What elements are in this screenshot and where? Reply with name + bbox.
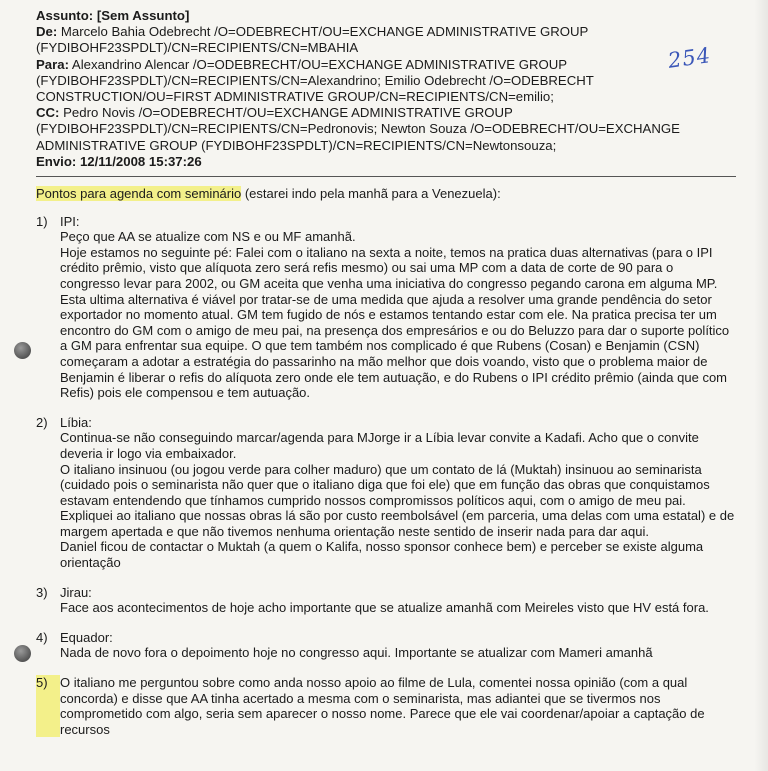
email-header — [36, 8, 736, 170]
cc-line-1 — [36, 105, 736, 121]
to-line-3: CONSTRUCTION/OU=FIRST ADMINISTRATIVE GROUP/CN=RECIPIENTS/CN=emilio; — [36, 89, 554, 105]
subject-label: Assunto: — [36, 8, 94, 23]
item-number: 5) — [36, 675, 60, 737]
agenda-item-libia — [36, 415, 736, 571]
to-value-1: Alexandrino Alencar /O=ODEBRECHT/OU=EXCHANGE ADMINISTRATIVE GROUP — [69, 56, 568, 72]
cc-label: CC: — [36, 105, 60, 121]
intro-line — [36, 186, 736, 202]
binder-hole — [14, 645, 31, 662]
item-title: Jirau: — [60, 584, 92, 600]
item-paragraph: O italiano insinuou (ou jogou verde para colher maduro) que um contato de lá (Muktah) insinuou ao seminarista (cuidado pois o seminarista não quer que o italiano diga que foi ele) que em função das obras que conquistamos estavam entendendo que tínhamos cumprido nossos compromissos políticos aqui, com o amigo de meu pai. Expliquei ao italiano que nossas obras lá são por custo reembolsável (em parceria, uma delas com uma estatal) e de margem apertada e que não tivemos nenhuma orientação neste sentido de inserir nada para dar aqui. — [60, 461, 735, 539]
handwritten-page-number: 254 — [666, 43, 713, 73]
item-paragraph: Peço que AA se atualize com NS e ou MF amanhã. — [60, 229, 356, 245]
item-paragraph: Face aos acontecimentos de hoje acho importante que se atualize amanhã com Meireles visto que HV está fora. — [60, 600, 709, 616]
email-body — [36, 186, 736, 751]
header-divider — [36, 176, 736, 177]
item-paragraph: Nada de novo fora o depoimento hoje no congresso aqui. Importante se atualizar com Mameri amanhã — [60, 645, 653, 661]
item-text: O italiano me perguntou sobre como anda nosso apoio ao filme de Lula, comentei nossa opinião (com a qual concorda) e disse que AA tinha acertado a mesma com o seminarista, mas adiantei que se tivermos nos comprometido com algo, seria sem aparecer o nosso nome. Parece que ele vai coordenar/apoiar a captação de recursos — [60, 675, 705, 737]
page-edge-shadow — [754, 0, 768, 771]
from-line-2: (FYDIBOHF23SPDLT)/CN=RECIPIENTS/CN=MBAHIA — [36, 40, 359, 56]
to-line-2: (FYDIBOHF23SPDLT)/CN=RECIPIENTS/CN=Alexandrino; Emilio Odebrecht /O=ODEBRECHT — [36, 72, 594, 88]
item-number: 3) — [36, 584, 48, 600]
item-title: Líbia: — [60, 414, 92, 430]
item-title: Equador: — [60, 629, 113, 645]
item-paragraph: Hoje estamos no seguinte pé: Falei com o italiano na sexta a noite, temos na pratica duas alternativas (para o IPI crédito prêmio, visto que alíquota zero será refis mesmo) ou sai uma MP com a data de corte de 90 para o congresso levar para 2002, ou GM aceita que venha uma iniciativa do congresso pegando carona em alguma MP. Esta ultima alternativa é viável por tratar-se de uma medida que ajuda a resolver uma grande pendência do setor exportador no momento atual. GM tem fugido de nós e estamos tentando estar com ele. Na pratica precisa ter um encontro do GM com o amigo de meu pai, na presença dos empresários e ou do Beluzzo para dar o suporte político a GM para enfrentar sua equipe. O que tem também nos complicado é que Rubens (Cosan) e Benjamin (CSN) começaram a adotar a estratégia do passarinho na mão melhor que dois voando, visto que o problema maior de Benjamin é liberar o refis do alíquota zero onde ele tem autuação, e do Rubens o IPI crédito prêmio (ainda que com Refis) pois ele compensou e tem autuação. — [60, 244, 730, 401]
subject-line — [36, 8, 736, 24]
cc-line-2: (FYDIBOHF23SPDLT)/CN=RECIPIENTS/CN=Pedronovis; Newton Souza /O=ODEBRECHT/OU=EXCHANGE — [36, 121, 680, 137]
from-line-1 — [36, 24, 736, 40]
agenda-item-equador — [36, 630, 736, 661]
cc-value-1: Pedro Novis /O=ODEBRECHT/OU=EXCHANGE ADMINISTRATIVE GROUP — [59, 105, 513, 121]
sent-label: Envio: — [36, 153, 77, 169]
from-value-1: Marcelo Bahia Odebrecht /O=ODEBRECHT/OU=EXCHANGE ADMINISTRATIVE GROUP — [57, 24, 589, 40]
sent-value: 12/11/2008 15:37:26 — [76, 153, 202, 169]
intro-rest: (estarei indo pela manhã para a Venezuela): — [241, 186, 501, 201]
intro-highlight: Pontos para agenda com seminário — [36, 186, 242, 201]
to-label: Para: — [36, 56, 69, 72]
to-line-1 — [36, 57, 736, 73]
subject-value: [Sem Assunto] — [93, 8, 190, 23]
item-title: IPI: — [60, 213, 80, 229]
agenda-item-filme — [36, 675, 736, 737]
agenda-item-jirau — [36, 585, 736, 616]
binder-hole — [14, 342, 31, 359]
from-label: De: — [36, 24, 58, 40]
agenda-item-ipi — [36, 214, 736, 401]
item-number: 4) — [36, 629, 48, 645]
sent-line — [36, 154, 736, 170]
item-number: 2) — [36, 414, 48, 430]
item-paragraph: Continua-se não conseguindo marcar/agenda para MJorge ir a Líbia levar convite a Kadafi. Acho que o convite deveria ir logo via embaixador. — [60, 430, 699, 461]
cc-line-3: ADMINISTRATIVE GROUP (FYDIBOHF23SPDLT)/CN=RECIPIENTS/CN=Newtonsouza; — [36, 137, 557, 153]
item-number: 1) — [36, 213, 48, 229]
item-paragraph: Daniel ficou de contactar o Muktah (a quem o Kalifa, nosso sponsor conhece bem) e perceber se existe alguma orientação — [60, 539, 704, 571]
